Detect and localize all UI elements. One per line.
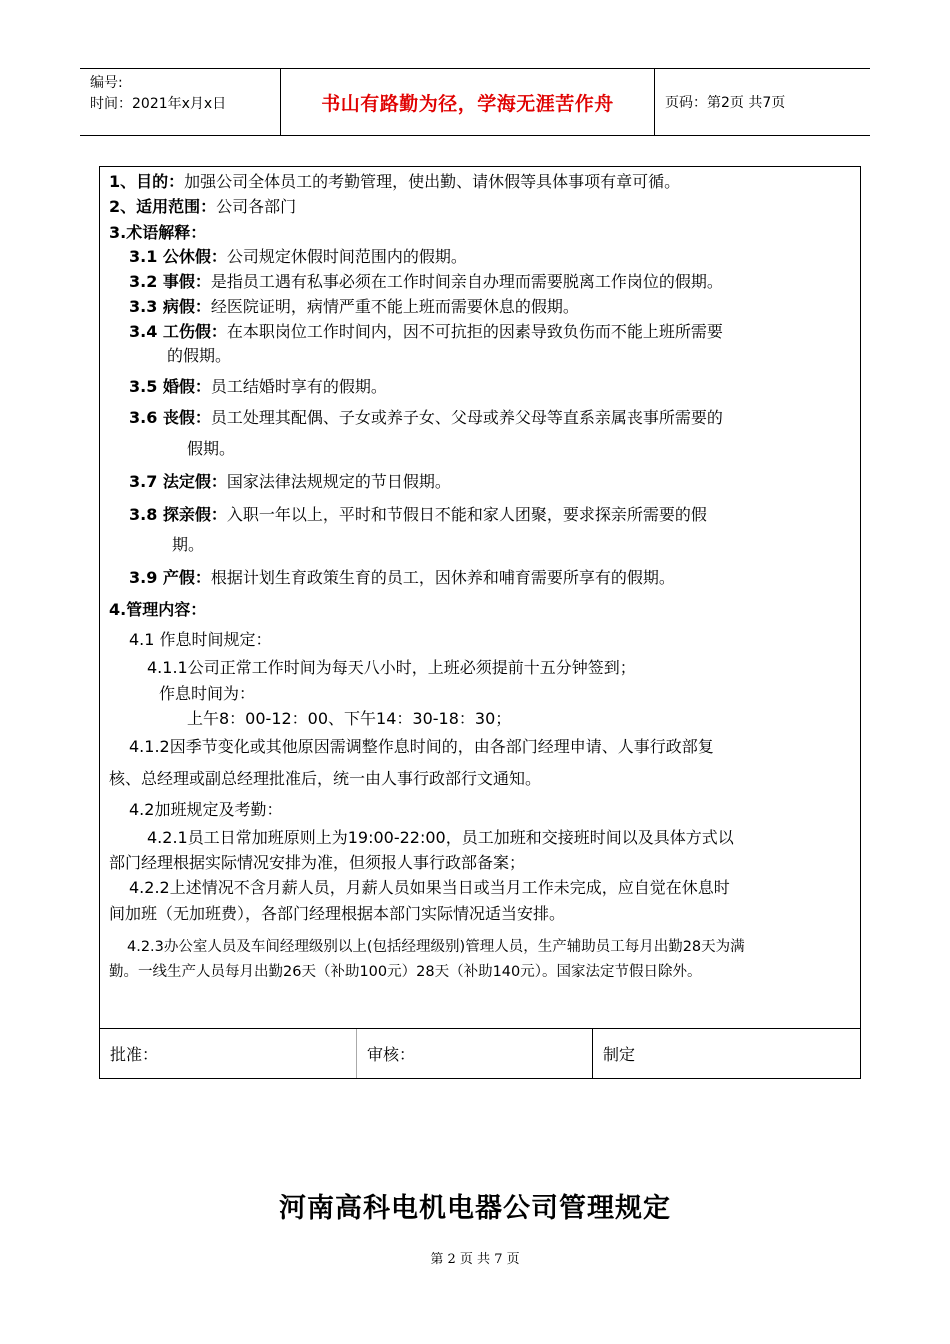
date-label: 时间：2021年x月x日 [90, 96, 227, 112]
header-meta [80, 69, 280, 135]
mgmt-4-1-2: 4.1.2因季节变化或其他原因需调整作息时间的，由各部门经理申请、人事行政部复 [129, 737, 714, 756]
section-scope: 2、适用范围：公司各部门 [109, 197, 297, 216]
term-3-1: 3.1 公休假：公司规定休假时间范围内的假期。 [129, 247, 467, 266]
mgmt-4-2-3: 4.2.3办公室人员及车间经理级别以上(包括经理级别)管理人员，生产辅助员工每月出勤28天为满 [127, 939, 745, 955]
term-3-7: 3.7 法定假：国家法律法规规定的节日假期。 [129, 472, 451, 491]
mgmt-4-2: 4.2加班规定及考勤： [129, 800, 283, 819]
mgmt-4-2-3-cont: 勤。一线生产人员每月出勤26天（补助100元）28天（补助140元）。国家法定节假日除外。 [109, 964, 702, 980]
section-purpose: 1、目的：加强公司全体员工的考勤管理，使出勤、请休假等具体事项有章可循。 [109, 172, 681, 191]
company-title: 河南高科电机电器公司管理规定 [279, 1193, 671, 1224]
signoff-row [99, 1028, 861, 1079]
term-3-6-cont: 假期。 [187, 439, 236, 458]
content-table [99, 166, 861, 1029]
section-management-title: 4.管理内容： [109, 600, 207, 619]
term-3-9: 3.9 产假：根据计划生育政策生育的员工，因休养和哺育需要所享有的假期。 [129, 568, 675, 587]
term-3-5: 3.5 婚假：员工结婚时享有的假期。 [129, 377, 387, 396]
mgmt-4-1-1: 4.1.1公司正常工作时间为每天八小时，上班必须提前十五分钟签到； [147, 658, 636, 677]
header-page-info: 页码：第2页 共7页 [665, 95, 786, 111]
code-label: 编号: [90, 75, 123, 91]
term-3-4-cont: 的假期。 [167, 346, 232, 365]
approve-cell: 批准： [100, 1029, 357, 1078]
term-3-6: 3.6 丧假：员工处理其配偶、子女或养子女、父母或养父母等直系亲属丧事所需要的 [129, 408, 723, 427]
term-3-4: 3.4 工伤假：在本职岗位工作时间内，因不可抗拒的因素导致负伤而不能上班所需要 [129, 322, 723, 341]
make-cell: 制定 [603, 1045, 636, 1064]
term-3-8-cont: 期。 [172, 535, 205, 554]
mgmt-4-2-2-cont: 间加班（无加班费），各部门经理根据本部门实际情况适当安排。 [109, 904, 566, 923]
header-motto: 书山有路勤为径，学海无涯苦作舟 [280, 69, 655, 135]
mgmt-4-2-2: 4.2.2上述情况不含月薪人员，月薪人员如果当日或当月工作未完成，应自觉在休息时 [129, 878, 730, 897]
mgmt-4-1-2-cont: 核、总经理或副总经理批准后，统一由人事行政部行文通知。 [109, 769, 542, 788]
mgmt-4-1-1-hours: 上午8：00-12：00、下午14：30-18：30； [187, 709, 512, 728]
review-cell: 审核： [357, 1029, 593, 1078]
page-number: 第 2 页 共 7 页 [430, 1252, 520, 1267]
mgmt-4-2-1-cont: 部门经理根据实际情况安排为准，但须报人事行政部备案； [109, 853, 526, 872]
term-3-2: 3.2 事假：是指员工遇有私事必须在工作时间亲自办理而需要脱离工作岗位的假期。 [129, 272, 723, 291]
mgmt-4-1-1-hours-label: 作息时间为： [159, 684, 256, 703]
term-3-8: 3.8 探亲假：入职一年以上，平时和节假日不能和家人团聚，要求探亲所需要的假 [129, 505, 707, 524]
section-terms-title: 3.术语解释： [109, 223, 207, 242]
mgmt-4-2-1: 4.2.1员工日常加班原则上为19:00-22:00，员工加班和交接班时间以及具体方式以 [147, 828, 734, 847]
page-header [80, 68, 870, 136]
mgmt-4-1: 4.1 作息时间规定： [129, 630, 272, 649]
term-3-3: 3.3 病假：经医院证明，病情严重不能上班而需要休息的假期。 [129, 297, 579, 316]
